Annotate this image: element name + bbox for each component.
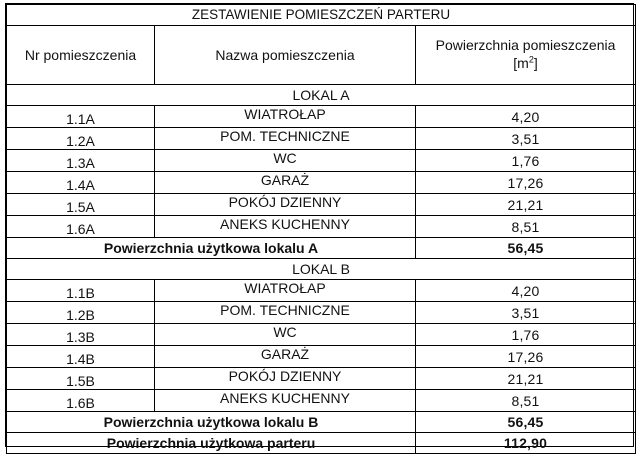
room-name: WC bbox=[155, 324, 416, 346]
room-area: 1,76 bbox=[416, 150, 636, 172]
subtotal-row-lokal-a bbox=[7, 238, 636, 259]
room-number: 1.5A bbox=[7, 194, 155, 216]
table-row bbox=[7, 216, 636, 238]
room-name: POM. TECHNICZNE bbox=[155, 302, 416, 324]
room-number: 1.4B bbox=[7, 346, 155, 368]
section-label: LOKAL B bbox=[7, 259, 636, 280]
room-name: WC bbox=[155, 150, 416, 172]
room-number: 1.5B bbox=[7, 368, 155, 390]
room-name: POKÓJ DZIENNY bbox=[155, 194, 416, 216]
room-area: 4,20 bbox=[416, 106, 636, 128]
table-title: ZESTAWIENIE POMIESZCZEŃ PARTERU bbox=[7, 5, 636, 26]
room-name: POKÓJ DZIENNY bbox=[155, 368, 416, 390]
room-name: GARAŻ bbox=[155, 346, 416, 368]
section-row-lokal-a bbox=[7, 85, 636, 106]
header-room-name: Nazwa pomieszczenia bbox=[155, 26, 416, 85]
room-schedule-table bbox=[6, 4, 636, 454]
table-row bbox=[7, 150, 636, 172]
room-area: 3,51 bbox=[416, 302, 636, 324]
subtotal-row-lokal-b bbox=[7, 412, 636, 433]
room-name: GARAŻ bbox=[155, 172, 416, 194]
room-number: 1.6B bbox=[7, 390, 155, 412]
room-schedule-sheet bbox=[5, 3, 634, 451]
room-name: POM. TECHNICZNE bbox=[155, 128, 416, 150]
room-area: 8,51 bbox=[416, 390, 636, 412]
table-row bbox=[7, 368, 636, 390]
room-area: 21,21 bbox=[416, 368, 636, 390]
room-number: 1.3B bbox=[7, 324, 155, 346]
table-title-row bbox=[7, 5, 636, 26]
room-number: 1.2B bbox=[7, 302, 155, 324]
table-row bbox=[7, 390, 636, 412]
subtotal-label: Powierzchnia użytkowa lokalu B bbox=[7, 412, 416, 433]
room-number: 1.4A bbox=[7, 172, 155, 194]
table-row bbox=[7, 106, 636, 128]
header-area-unit bbox=[513, 55, 537, 71]
room-area: 17,26 bbox=[416, 346, 636, 368]
table-row bbox=[7, 302, 636, 324]
table-row bbox=[7, 194, 636, 216]
section-label: LOKAL A bbox=[7, 85, 636, 106]
header-row bbox=[7, 26, 636, 85]
header-room-number: Nr pomieszczenia bbox=[7, 26, 155, 85]
grand-total-row bbox=[7, 433, 636, 454]
table-row bbox=[7, 128, 636, 150]
grand-total-label: Powierzchnia użytkowa parteru bbox=[7, 433, 416, 454]
subtotal-value: 56,45 bbox=[416, 412, 636, 433]
room-name: ANEKS KUCHENNY bbox=[155, 390, 416, 412]
room-area: 8,51 bbox=[416, 216, 636, 238]
room-name: WIATROŁAP bbox=[155, 280, 416, 302]
header-room-area bbox=[416, 26, 636, 85]
table-row bbox=[7, 172, 636, 194]
table-row bbox=[7, 324, 636, 346]
section-row-lokal-b bbox=[7, 259, 636, 280]
unit-suffix: ] bbox=[533, 55, 538, 72]
room-area: 17,26 bbox=[416, 172, 636, 194]
table-row bbox=[7, 280, 636, 302]
room-number: 1.1B bbox=[7, 280, 155, 302]
room-number: 1.6A bbox=[7, 216, 155, 238]
subtotal-value: 56,45 bbox=[416, 238, 636, 259]
room-name: ANEKS KUCHENNY bbox=[155, 216, 416, 238]
room-number: 1.3A bbox=[7, 150, 155, 172]
room-number: 1.1A bbox=[7, 106, 155, 128]
room-number: 1.2A bbox=[7, 128, 155, 150]
header-area-label: Powierzchnia pomieszczenia bbox=[435, 37, 616, 54]
table-row bbox=[7, 346, 636, 368]
unit-exponent: 2 bbox=[528, 54, 534, 65]
room-area: 3,51 bbox=[416, 128, 636, 150]
subtotal-label: Powierzchnia użytkowa lokalu A bbox=[7, 238, 416, 259]
room-area: 4,20 bbox=[416, 280, 636, 302]
room-area: 1,76 bbox=[416, 324, 636, 346]
unit-prefix: [m bbox=[513, 55, 529, 72]
grand-total-value: 112,90 bbox=[416, 433, 636, 454]
room-name: WIATROŁAP bbox=[155, 106, 416, 128]
room-area: 21,21 bbox=[416, 194, 636, 216]
